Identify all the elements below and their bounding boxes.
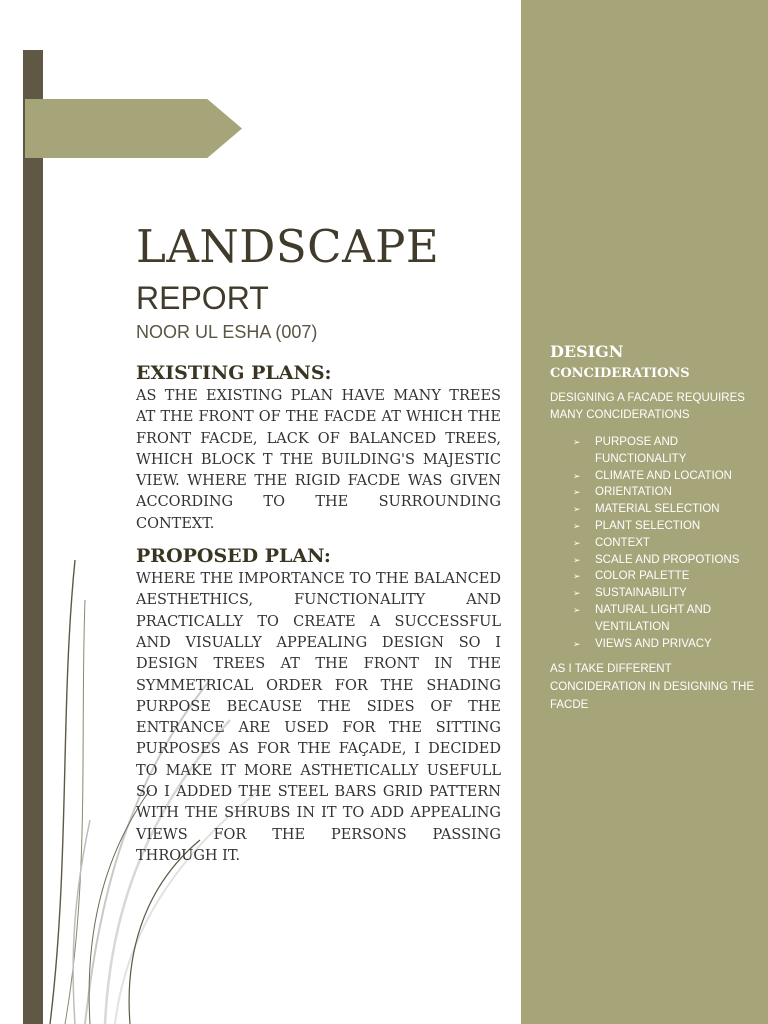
list-item: ➢ SUSTAINABILITY: [573, 585, 743, 602]
design-considerations-sidebar: [521, 0, 768, 1024]
list-item: ➢ ORIENTATION: [573, 484, 743, 501]
list-item: ➢ NATURAL LIGHT AND VENTILATION: [573, 602, 743, 636]
arrow-banner: [25, 99, 242, 158]
list-item: ➢ SCALE AND PROPOTIONS: [573, 552, 743, 569]
list-item: ➢ COLOR PALETTE: [573, 568, 743, 585]
considerations-list: [573, 434, 743, 652]
sidebar-outro: AS I TAKE DIFFERENT CONCIDERATION IN DESIGNING THE FACDE: [550, 663, 755, 711]
report-title: LANDSCAPE: [136, 220, 440, 273]
proposed-plan-heading: PROPOSED PLAN:: [136, 545, 331, 568]
sidebar-subtitle: CONCIDERATIONS: [550, 366, 690, 381]
author-name: NOOR UL ESHA (007): [136, 322, 318, 342]
proposed-plan-body: WHERE THE IMPORTANCE TO THE BALANCED AESTHETHICS, FUNCTIONALITY AND PRACTICALLY TO CREATE A SUCCESSFUL AND VISUALLY APPEALING DESIGN SO I DESIGN TREES AT THE FRONT IN THE SYMMETRICAL ORDER FOR THE SHADING PURPOSE BECAUSE THE SIDES OF THE ENTRANCE ARE USED FOR THE SITTING PURPOSES AS FOR THE FAÇADE, I DECIDED TO MAKE IT MORE ASTHETICALLY USEFULL SO I ADDED THE STEEL BARS GRID PATTERN WITH THE SHRUBS IN IT TO ADD APPEALING VIEWS FOR THE PERSONS PASSING THROUGH IT.: [136, 571, 501, 864]
list-item: ➢ PURPOSE AND FUNCTIONALITY: [573, 434, 743, 468]
list-item: ➢ PLANT SELECTION: [573, 518, 743, 535]
existing-plans-heading: EXISTING PLANS:: [136, 362, 332, 384]
list-item: ➢ MATERIAL SELECTION: [573, 501, 743, 518]
list-item: ➢ VIEWS AND PRIVACY: [573, 636, 743, 653]
report-subtitle: REPORT: [136, 280, 269, 316]
existing-plans-body: AS THE EXISTING PLAN HAVE MANY TREES AT THE FRONT OF THE FACDE AT WHICH THE FRONT FACDE, LACK OF BALANCED TREES, WHICH BLOCK T THE BUILDING'S MAJESTIC VIEW. WHERE THE RIGID FACDE WAS GIVEN ACCORDING TO THE SURROUNDING CONTEXT.: [136, 388, 501, 532]
main-content: [136, 362, 501, 877]
sidebar-title: DESIGN: [550, 342, 624, 361]
list-item: ➢ CLIMATE AND LOCATION: [573, 468, 743, 485]
sidebar-intro: DESIGNING A FACADE REQUUIRES MANY CONCIDERATIONS: [550, 392, 745, 421]
list-item: ➢ CONTEXT: [573, 535, 743, 552]
